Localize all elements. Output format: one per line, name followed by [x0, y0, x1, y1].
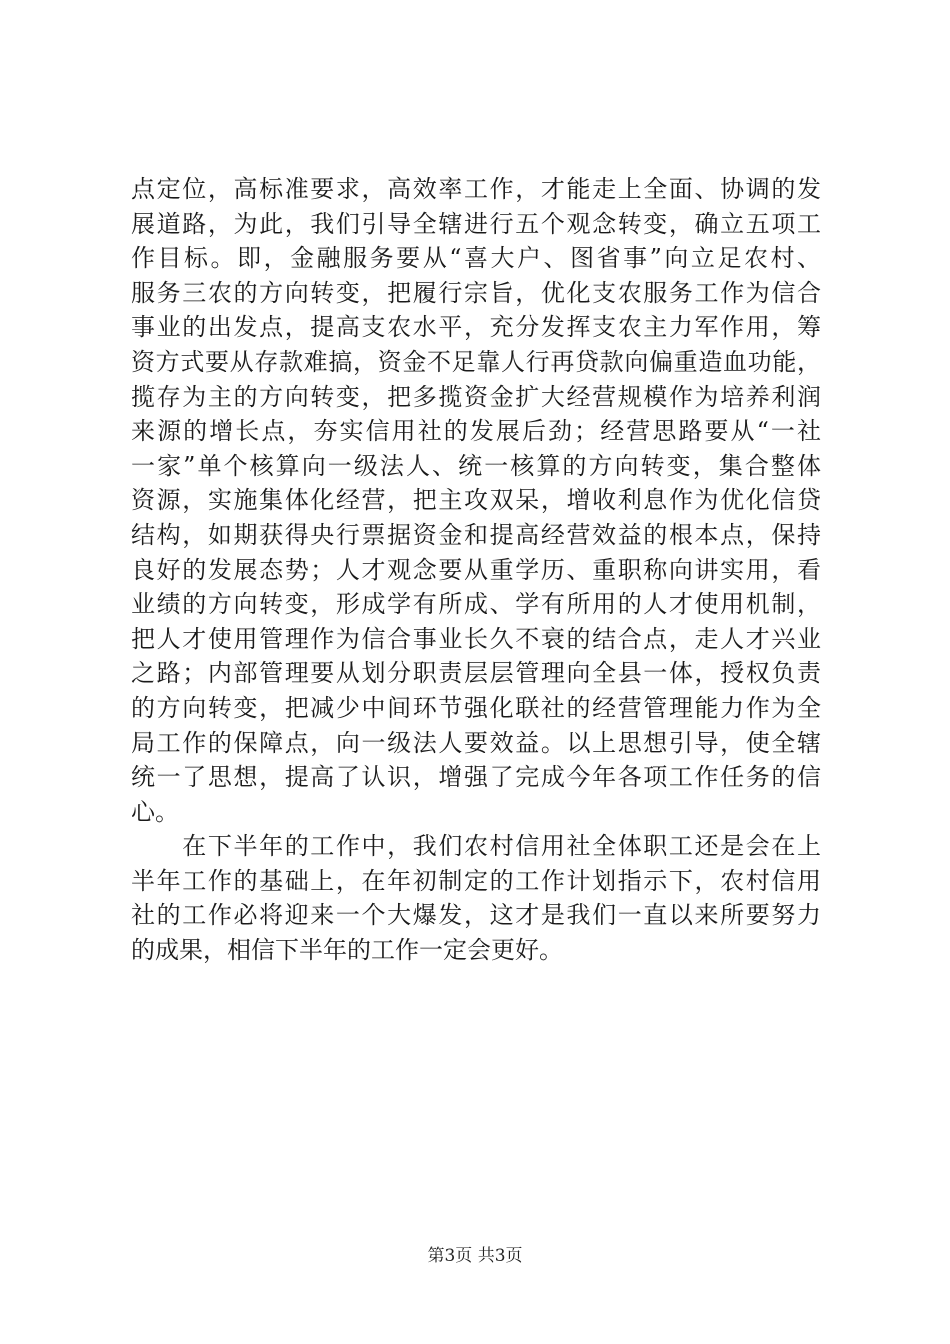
- text-line: 作目标。即，金融服务要从“喜大户、图省事”向立足农村、: [131, 244, 821, 273]
- page-number-footer: 第3页 共3页: [427, 1246, 523, 1266]
- text-line: 之路；内部管理要从划分职责层层管理向全县一体，授权负责: [131, 659, 821, 688]
- text-line: 统一了思想，提高了认识，增强了完成今年各项工作任务的信: [131, 763, 821, 792]
- text-line: 社的工作必将迎来一个大爆发，这才是我们一直以来所要努力: [131, 901, 821, 930]
- paragraph-first-line: 在下半年的工作中，我们农村信用社全体职工还是会在上: [131, 832, 821, 861]
- document-body: [131, 172, 821, 968]
- text-line: 来源的增长点，夯实信用社的发展后劲；经营思路要从“一社: [131, 417, 821, 446]
- text-line: 揽存为主的方向转变，把多揽资金扩大经营规模作为培养利润: [131, 382, 821, 411]
- text-line: 的方向转变，把减少中间环节强化联社的经营管理能力作为全: [131, 693, 821, 722]
- text-line: 点定位，高标准要求，高效率工作，才能走上全面、协调的发: [131, 175, 821, 203]
- text-line: 半年工作的基础上，在年初制定的工作计划指示下，农村信用: [131, 866, 821, 895]
- text-line: 一家”单个核算向一级法人、统一核算的方向转变，集合整体: [131, 451, 821, 480]
- text-line: 局工作的保障点，向一级法人要效益。以上思想引导，使全辖: [131, 728, 821, 757]
- text-line: 结构，如期获得央行票据资金和提高经营效益的根本点，保持: [131, 520, 821, 549]
- text-line: 服务三农的方向转变，把履行宗旨，优化支农服务工作为信合: [131, 278, 821, 307]
- text-line: 的成果，相信下半年的工作一定会更好。: [131, 936, 563, 965]
- text-line: 业绩的方向转变，形成学有所成、学有所用的人才使用机制，: [131, 590, 821, 619]
- text-line: 资方式要从存款难搞，资金不足靠人行再贷款向偏重造血功能，: [131, 347, 821, 376]
- text-line: 展道路，为此，我们引导全辖进行五个观念转变，确立五项工: [131, 209, 821, 238]
- text-line: 事业的出发点，提高支农水平，充分发挥支农主力军作用，筹: [131, 313, 821, 342]
- text-line: 资源，实施集体化经营，把主攻双呆，增收利息作为优化信贷: [131, 486, 821, 515]
- text-line: 心。: [131, 797, 179, 826]
- text-line: 把人才使用管理作为信合事业长久不衰的结合点，走人才兴业: [131, 624, 821, 653]
- text-line: 良好的发展态势；人才观念要从重学历、重职称向讲实用，看: [131, 555, 821, 584]
